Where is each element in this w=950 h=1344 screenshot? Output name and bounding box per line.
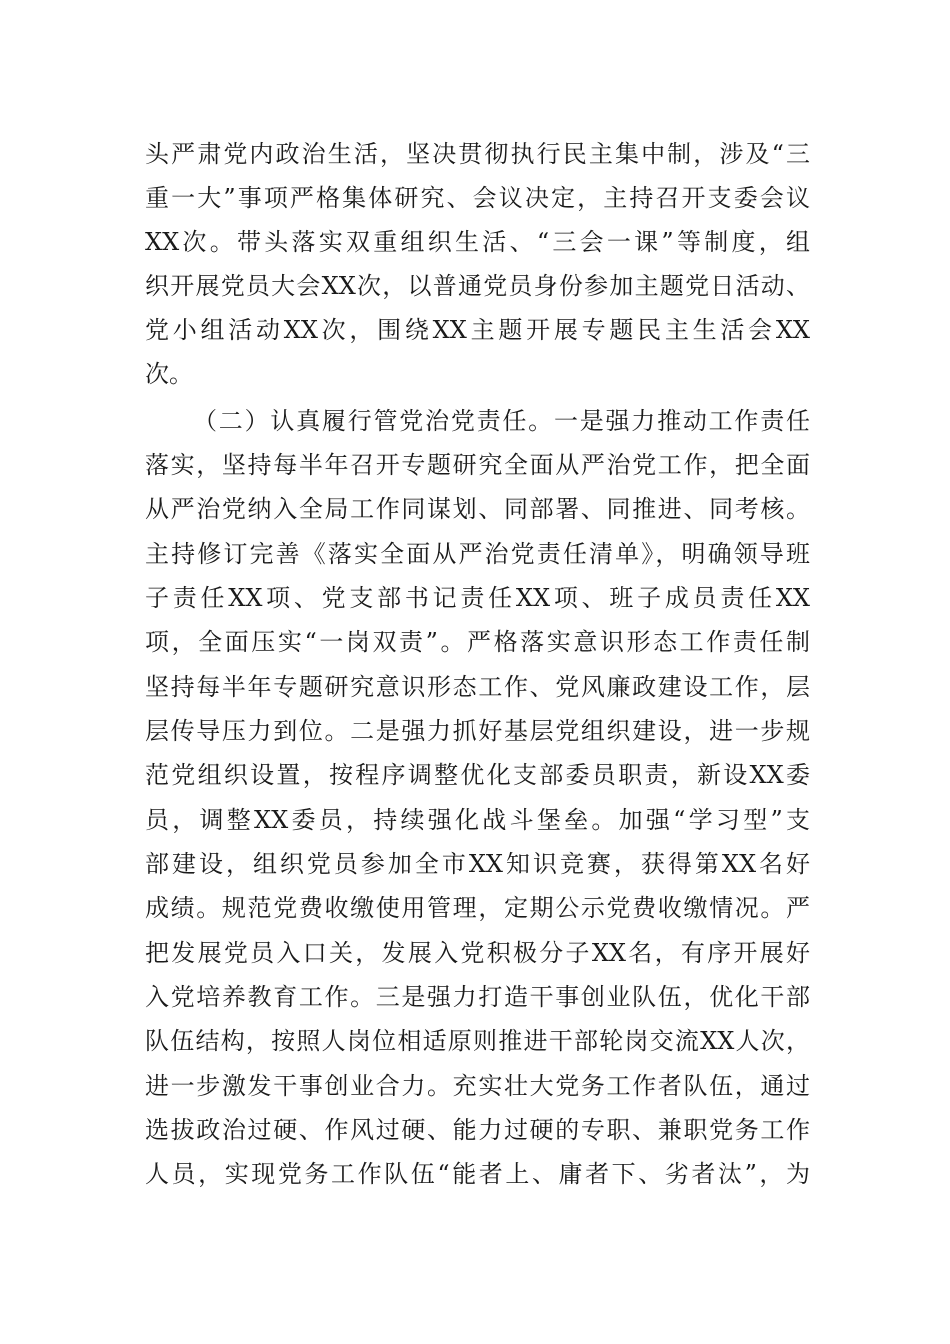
text-line: 头严肃党内政治生活，坚决贯彻执行民主集中制，涉及“三 — [145, 140, 810, 168]
text-line: 落实，坚持每半年召开专题研究全面从严治党工作，把全面 — [145, 451, 810, 479]
text-line: 成绩。规范党费收缴使用管理，定期公示党费收缴情况。严 — [145, 894, 810, 922]
text-line: （二）认真履行管党治党责任。一是强力推动工作责任 — [193, 407, 810, 435]
text-line: 选拔政治过硬、作风过硬、能力过硬的专职、兼职党务工作 — [145, 1116, 810, 1144]
text-line: 人员，实现党务工作队伍“能者上、庸者下、劣者汰”，为 — [145, 1160, 810, 1188]
text-line: 员，调整XX委员，持续强化战斗堡垒。加强“学习型”支 — [145, 806, 810, 834]
text-line: 层传导压力到位。二是强力抓好基层党组织建设，进一步规 — [145, 717, 810, 745]
text-line: 主持修订完善《落实全面从严治党责任清单》，明确领导班 — [145, 540, 810, 568]
text-line: 重一大”事项严格集体研究、会议决定，主持召开支委会议 — [145, 184, 810, 212]
text-line: 从严治党纳入全局工作同谋划、同部署、同推进、同考核。 — [145, 495, 810, 523]
text-line: XX次。带头落实双重组织生活、“三会一课”等制度，组 — [145, 228, 810, 256]
text-line: 项，全面压实“一岗双责”。严格落实意识形态工作责任制 — [145, 628, 810, 656]
text-line: 部建设，组织党员参加全市XX知识竞赛，获得第XX名好 — [145, 850, 810, 878]
text-line: 入党培养教育工作。三是强力打造干事创业队伍，优化干部 — [145, 983, 810, 1011]
text-line: 织开展党员大会XX次，以普通党员身份参加主题党日活动、 — [145, 272, 810, 300]
text-line: 把发展党员入口关，发展入党积极分子XX名，有序开展好 — [145, 939, 810, 967]
text-line: 子责任XX项、党支部书记责任XX项、班子成员责任XX — [145, 584, 810, 612]
text-line: 队伍结构，按照人岗位相适原则推进干部轮岗交流XX人次， — [145, 1027, 810, 1055]
text-line: 次。 — [145, 360, 193, 388]
text-line: 范党组织设置，按程序调整优化支部委员职责，新设XX委 — [145, 761, 810, 789]
text-line: 进一步激发干事创业合力。充实壮大党务工作者队伍，通过 — [145, 1072, 810, 1100]
text-line: 坚持每半年专题研究意识形态工作、党风廉政建设工作，层 — [145, 673, 810, 701]
text-line: 党小组活动XX次，围绕XX主题开展专题民主生活会XX — [145, 316, 810, 344]
